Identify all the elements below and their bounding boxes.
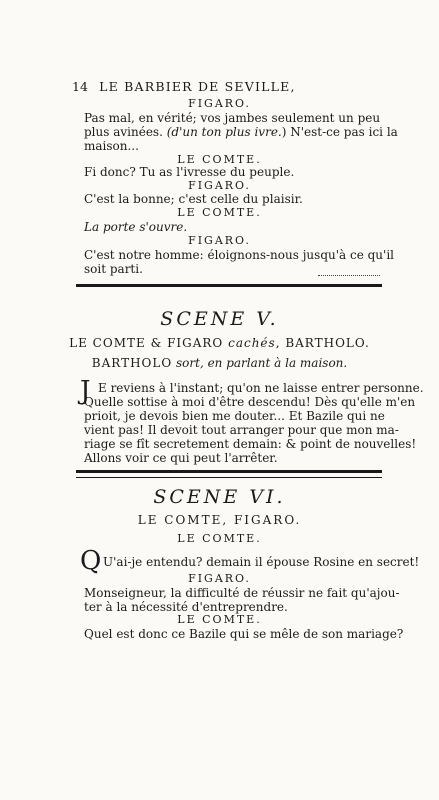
text-line: Quelle sottise à moi d'être descendu! Dès qu'elle m'en (84, 395, 416, 409)
scene-characters: LE COMTE, FIGARO. (137, 513, 302, 527)
text-line: soit parti. (84, 262, 143, 276)
text-line: prioit, je devois bien me douter... Et Bazile qui ne (84, 409, 385, 423)
speaker-comte: LE COMTE. (177, 532, 262, 545)
running-header (72, 80, 296, 94)
section-rule-thin (76, 477, 382, 478)
stage-direction: (d'un ton plus ivre. (166, 125, 282, 139)
drop-cap: Q (80, 546, 102, 576)
speaker-figaro: FIGARO. (188, 572, 251, 585)
text-line: E reviens à l'instant; qu'on ne laisse entrer personne. (98, 381, 424, 395)
scene-title: SCENE V. (160, 308, 279, 330)
speaker-figaro: FIGARO. (188, 179, 251, 192)
text-line: C'est notre homme: éloignons-nous jusqu'à ce qu'il (84, 248, 395, 262)
speaker-figaro: FIGARO. (188, 97, 251, 110)
text-line: C'est la bonne; c'est celle du plaisir. (84, 192, 303, 206)
speaker-comte: LE COMTE. (177, 206, 262, 219)
text-line: vient pas! Il devoit tout arranger pour que mon ma- (84, 423, 399, 437)
stage-direction: BARTHOLO sort, en parlant à la maison. (91, 356, 348, 370)
text-line: Quel est donc ce Bazile qui se mêle de son mariage? (84, 627, 404, 641)
speaker-comte: LE COMTE. (177, 613, 262, 626)
section-rule (76, 470, 382, 473)
running-title: LE BARBIER DE SEVILLE, (99, 79, 296, 94)
speaker-comte: LE COMTE. (177, 153, 262, 166)
dotted-ornament (318, 275, 380, 276)
page-number: 14 (72, 79, 88, 94)
text-line: Fi donc? Tu as l'ivresse du peuple. (84, 165, 295, 179)
text-line: Monseigneur, la difficulté de réussir ne fait qu'ajou- (84, 586, 400, 600)
text-line: Pas mal, en vérité; vos jambes seulement un peu (84, 111, 381, 125)
text-line: riage se fît secretement demain: & point de nouvelles! (84, 437, 417, 451)
text-line: maison... (84, 139, 139, 153)
text-line: plus avinées. (d'un ton plus ivre.) N'est-ce pas ici la (84, 125, 398, 139)
scene-title: SCENE VI. (153, 486, 286, 508)
text-line: ter à la nécessité d'entreprendre. (84, 600, 288, 614)
text-line: Allons voir ce qui peut l'arrêter. (84, 451, 278, 465)
scene-characters: LE COMTE & FIGARO cachés, BARTHOLO. (69, 336, 370, 350)
section-rule (76, 284, 382, 287)
speaker-figaro: FIGARO. (188, 234, 251, 247)
text-line: U'ai-je entendu? demain il épouse Rosine en secret! (103, 555, 420, 569)
drop-cap: J (80, 376, 91, 406)
stage-direction: La porte s'ouvre. (84, 220, 188, 234)
